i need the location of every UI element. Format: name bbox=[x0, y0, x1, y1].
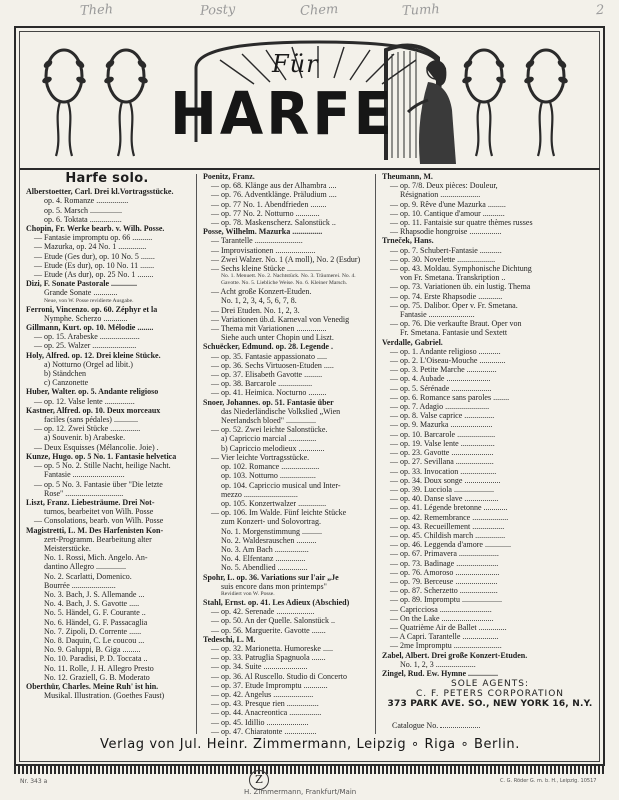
catalog-entry: — On the Lake .......................... bbox=[390, 613, 494, 623]
composer-entry: Schuëcker, Edmund. op. 28. Legende . bbox=[203, 342, 333, 352]
catalog-entry: No. 12. Graziell, G. B. Moderato bbox=[44, 672, 150, 682]
catalog-entry: — op. 3. Petite Marche ............... bbox=[390, 365, 497, 375]
catalog-entry: — op. 7. Adagio ...................... bbox=[390, 402, 490, 412]
catalog-entry: — Etude (As dur), op. 25 No. 1 ........ bbox=[34, 270, 154, 280]
catalog-column-1 bbox=[26, 172, 188, 700]
handwritten-note: Theh bbox=[79, 2, 114, 19]
composer-entry: Trneček, Hans. bbox=[382, 236, 434, 246]
catalog-entry: Rose" ............................. bbox=[44, 488, 124, 498]
catalog-entry: — op. 67. Primavera .................... bbox=[390, 549, 499, 559]
catalog-entry: — op. 32. Marionetta. Humoreske ..... bbox=[211, 643, 333, 653]
composer-entry: Holy, Alfred. op. 12. Drei kleine Stücke. bbox=[26, 350, 161, 360]
catalog-entry: — Variationen üb.d. Karneval von Venedig bbox=[211, 314, 350, 324]
catalog-entry: — op. 30. Novelette ................... bbox=[390, 254, 496, 264]
catalog-entry: No. 2. Scarlatti, Domenico. bbox=[44, 571, 132, 581]
catalog-entry: — op. 40. Danse slave ................. bbox=[390, 494, 499, 504]
composer-entry: Spohr, L. op. 36. Variations sur l'air „Je bbox=[203, 572, 339, 582]
agents-label: SOLE AGENTS: bbox=[451, 679, 529, 689]
catalog-entry: — op. 5. Sérénade .................... bbox=[390, 383, 492, 393]
catalog-entry: von Fr. Smetana. Transkription .. bbox=[400, 273, 506, 283]
catalog-entry: — Thema mit Variationen ............... bbox=[211, 324, 327, 334]
section-heading: Harfe solo. bbox=[65, 171, 149, 186]
catalog-entry: — op. 36. Al Ruscello. Studio di Concerto bbox=[211, 671, 347, 681]
catalog-entry: — op. 19. Valse lente ................. bbox=[390, 438, 495, 448]
catalog-entry: — op. 42. Remembrance .................. bbox=[390, 512, 509, 522]
catalog-entry: Fantasie ....................... bbox=[400, 310, 475, 320]
catalog-entry: — Tarantelle ........................ bbox=[211, 236, 303, 246]
catalogue-blank bbox=[440, 727, 480, 728]
composer-entry: Ferroni, Vincenzo. op. 60. Zéphyr et la bbox=[26, 304, 158, 314]
catalog-entry: — op. 43. Recueillement ................ bbox=[390, 521, 505, 531]
catalog-entry: — Etude (Es dur), op. 10 No. 11 ....... bbox=[34, 260, 155, 270]
catalogue-number bbox=[392, 721, 480, 730]
catalog-entry: — Etude (Ges dur), op. 10 No. 5 ....... bbox=[34, 251, 155, 261]
catalog-entry: faciles (sans pédales) ............ bbox=[44, 415, 138, 425]
catalog-entry: — op. 37. Elisabeth Gavotte ......... bbox=[211, 370, 323, 380]
handwritten-note: Posty bbox=[199, 2, 236, 19]
composer-entry: Kastner, Alfred. op. 10. Deux morceaux bbox=[26, 405, 161, 415]
catalog-entry: op. 6. Toktata ................ bbox=[44, 214, 122, 224]
catalog-entry: No. 11. Rolle, J. H. Allegro Presto bbox=[44, 663, 154, 673]
catalog-entry: — op. 10. Barcarole ................... bbox=[390, 429, 496, 439]
catalog-entry: — op. 5 No. 2. Stille Nacht, heilige Nacht. bbox=[34, 461, 171, 471]
catalog-entry: Nymphe. Scherzo ............ bbox=[44, 313, 128, 323]
catalog-entry: — op. 79. Berceuse ..................... bbox=[390, 576, 498, 586]
handwritten-note: 2 bbox=[595, 2, 605, 19]
catalog-entry: — op. 34. Doux songe .................. bbox=[390, 475, 501, 485]
catalog-entry: op. 102. Romance ................... bbox=[221, 462, 320, 472]
catalog-entry: — op. 76. Adventklänge. Präludium .... bbox=[211, 190, 337, 200]
catalog-entry: Grande Sonate ............ bbox=[44, 288, 118, 298]
catalog-entry: No. 8. Daquin, C. Le coucou ... bbox=[44, 635, 145, 645]
catalog-entry: No. 9. Galuppi, B. Giga ......... bbox=[44, 645, 141, 655]
publisher-line: Verlag von Jul. Heinr. Zimmermann, Leipzig ∘ Riga ∘ Berlin. bbox=[99, 737, 521, 752]
catalog-entry: — op. 76. Amoroso ...................... bbox=[390, 567, 500, 577]
catalog-entry: — op. 74. Erste Rhapsodie ............ bbox=[390, 291, 503, 301]
catalog-entry: — op. 47. Chiaratonte ................ bbox=[211, 726, 317, 736]
catalog-entry: — op. 33. Patruglia Spagnuola ....... bbox=[211, 653, 326, 663]
catalog-entry: No. 1, 2, 3, 4, 5, 6, 7, 8. bbox=[221, 296, 297, 306]
catalog-entry: No. 6. Händel, G. F. Passacaglia bbox=[44, 617, 148, 627]
composer-entry: Snoer, Johannes. op. 51. Fantasie über bbox=[203, 397, 334, 407]
catalog-entry: No. 5. Händel, G. F. Courante .. bbox=[44, 608, 146, 618]
catalog-entry: — op. 41. Heimica. Nocturno ......... bbox=[211, 388, 327, 398]
catalog-entry: — op. 87. Scherzetto ................... bbox=[390, 586, 498, 596]
composer-entry: Posse, Wilhelm. Mazurka ............... bbox=[203, 227, 323, 237]
catalog-entry: No. 4. Bach, J. S. Gavotte ..... bbox=[44, 599, 140, 609]
catalog-entry: — Drei Etuden. No. 1, 2, 3. bbox=[211, 305, 300, 315]
composer-entry: Tedeschi, L. M. bbox=[203, 634, 256, 644]
catalog-entry: No. 2. Waldesrauschen .......... bbox=[221, 535, 317, 545]
catalog-entry: — Zwei Walzer. No. 1 (A moll), No. 2 (Esdur) bbox=[211, 254, 361, 264]
catalog-entry: — A Capri. Tarantelle .................. bbox=[390, 632, 499, 642]
catalog-entry: — op. 41. Légende bretonne ............ bbox=[390, 503, 508, 513]
catalog-entry: Neerlandsch bloed" ............... bbox=[221, 416, 317, 426]
catalog-entry: — op. 2. L'Oiseau-Mouche ............. bbox=[390, 356, 506, 366]
composer-entry: Stahl, Ernst. op. 41. Les Adieux (Abschied) bbox=[203, 597, 350, 607]
catalog-entry: — op. 50. An der Quelle. Salonstück .. bbox=[211, 616, 335, 626]
catalog-entry: — op. 15. Arabeske .................... bbox=[34, 332, 140, 342]
agents-address: 373 PARK AVE. SO., NEW YORK 16, N.Y. bbox=[387, 699, 593, 709]
catalog-entry: — op. 9. Rêve d'une Mazurka ......... bbox=[390, 199, 506, 209]
catalog-entry: — op. 45. Childish march ............... bbox=[390, 530, 506, 540]
catalog-column-3 bbox=[382, 172, 598, 678]
composer-entry: Zabel, Albert. Drei große Konzert-Etuden. bbox=[382, 650, 528, 660]
catalog-entry: Neue, von W. Posse revidierte Ausgabe. bbox=[44, 297, 134, 304]
catalog-entry: — op. 76. Die verkaufte Braut. Oper von bbox=[390, 319, 522, 329]
catalog-entry: — op. 25. Walzer ...................... bbox=[34, 341, 137, 351]
catalog-entry: No. 1. Rossi, Mich. Angelo. An- bbox=[44, 553, 148, 563]
title-fuer: Für bbox=[272, 50, 319, 78]
catalog-entry: — op. 39. Lucciola .................... bbox=[390, 484, 494, 494]
catalog-entry: — op. 10. Cantique d'amour ........... bbox=[390, 208, 505, 218]
catalog-entry: a) Capriccio marcial .............. bbox=[221, 434, 317, 444]
catalog-entry: Fantasie .......................... bbox=[44, 470, 125, 480]
catalog-entry: — Mazurka, op. 24 No. 1 .............. bbox=[34, 242, 147, 252]
composer-entry: Dizi, F. Sonate Pastorale ............. bbox=[26, 279, 138, 289]
title-block bbox=[20, 32, 600, 167]
catalog-entry: Bourrée ...................... bbox=[44, 580, 116, 590]
catalog-entry: a) Souvenir. b) Arabeske. bbox=[44, 433, 126, 443]
catalog-entry: op. 5. Marsch ................ bbox=[44, 205, 122, 215]
catalog-entry: — op. 42. Serenade ................... bbox=[211, 607, 315, 617]
catalog-entry: — Sechs kleine Stücke ................. bbox=[211, 264, 321, 274]
catalog-entry: — op. 23. Gavotte ..................... bbox=[390, 448, 494, 458]
laurel-wreath-icon bbox=[520, 40, 572, 160]
composer-entry: Gillmann, Kurt. op. 10. Mélodie ........ bbox=[26, 323, 154, 333]
catalog-entry: — op. 106. Im Walde. Fünf leichte Stücke bbox=[211, 508, 347, 518]
catalog-entry: op. 4. Romanze ................ bbox=[44, 196, 129, 206]
catalog-entry: — op. 12. Valse lente ............... bbox=[34, 396, 135, 406]
composer-entry: Huber, Walter. op. 5. Andante religioso bbox=[26, 387, 159, 397]
catalog-entry: — op. 34. Suite ...................... bbox=[211, 662, 308, 672]
catalog-entry: turnos, bearbeitet von Wilh. Posse bbox=[44, 507, 154, 517]
catalog-entry: Gavotte. No. 5. Liebliche Weise. No. 6. Kleiner Marsch. bbox=[221, 280, 348, 287]
catalog-entry: — op. 75. Dalibor. Oper v. Fr. Smetana. bbox=[390, 300, 518, 310]
catalog-entry: — op. 38. Barcarole ................. bbox=[211, 379, 313, 389]
catalog-entry: zert-Programm. Bearbeitung alter bbox=[44, 534, 152, 544]
composer-entry: Oberthür, Charles. Meine Ruh' ist hin. bbox=[26, 681, 159, 691]
catalog-entry: No. 3. Am Bach ................. bbox=[221, 544, 309, 554]
bottom-border-band bbox=[14, 766, 605, 774]
catalog-entry: — op. 42. Angelus .................... bbox=[211, 689, 314, 699]
publisher-seal-icon: Z bbox=[249, 770, 269, 790]
composer-entry: Zingel, Rud. Ew. Hymne ............... bbox=[382, 668, 499, 678]
catalog-entry: suis encore dans mon printemps" bbox=[221, 581, 327, 591]
catalog-entry: Résignation .................... bbox=[400, 190, 481, 200]
catalog-entry: — op. 7. Schubert-Fantasie ........... bbox=[390, 245, 502, 255]
catalog-entry: Fr. Smetana. Fantasie und Sextett bbox=[400, 328, 508, 338]
catalog-entry: — op. 77 No. 2. Notturno ............ bbox=[211, 208, 320, 218]
composer-entry: Magistretti, L. M. Des Harfenisten Kon- bbox=[26, 525, 164, 535]
composer-entry: Poenitz, Franz. bbox=[203, 172, 255, 181]
catalog-entry: — op. 9. Mazurka ..................... bbox=[390, 420, 493, 430]
catalog-entry: c) Canzonette bbox=[44, 378, 89, 388]
catalog-entry: No. 4. Elfentanz ............... bbox=[221, 554, 306, 564]
catalog-entry: — op. 89. Impromptu .................... bbox=[390, 595, 502, 605]
catalog-entry: — op. 78. Maskenscherz. Salonstück .. bbox=[211, 218, 336, 228]
catalog-entry: — op. 77 No. 1. Abendfrieden ........ bbox=[211, 199, 327, 209]
catalog-entry: — Consolations, bearb. von Wilh. Posse bbox=[34, 516, 164, 526]
sole-agents-block bbox=[382, 679, 598, 709]
catalog-entry: — op. 6. Romance sans paroles ........ bbox=[390, 392, 510, 402]
catalog-entry: a) Notturno (Orgel ad libit.) bbox=[44, 359, 133, 369]
catalog-entry: — Fantasie impromptu op. 66 .......... bbox=[34, 233, 153, 243]
catalog-entry: op. 103. Notturno .................. bbox=[221, 471, 316, 481]
column-divider bbox=[375, 174, 376, 734]
catalog-entry: — op. 46. Leggenda d'amore ............. bbox=[390, 540, 511, 550]
catalog-entry: No. 1. Menuett. No. 2. Nachtstück. No. 3. Träumerei. No. 4. bbox=[221, 273, 356, 280]
catalog-entry: das Niederländische Volkslied „Wien bbox=[221, 406, 341, 416]
catalog-entry: Revidiert von W. Posse. bbox=[221, 590, 275, 597]
catalog-entry: — op. 73. Variationen üb. ein lustig. Thema bbox=[390, 282, 531, 292]
catalog-entry: No. 7. Zipoli, D. Corrente ...... bbox=[44, 626, 142, 636]
catalog-entry: — op. 11. Fantaisie sur quatre thèmes russes bbox=[390, 218, 533, 228]
catalog-entry: b) Ständchen bbox=[44, 369, 86, 379]
catalog-entry: — 2me Impromptu ........................ bbox=[390, 641, 502, 651]
catalog-entry: — op. 4. Aubade ...................... bbox=[390, 374, 491, 384]
catalog-entry: No. 1. Morgenstimmung .......... bbox=[221, 526, 322, 536]
catalog-entry: — op. 36. Sechs Virtuosen-Etuden ..... bbox=[211, 360, 334, 370]
catalog-entry: No. 10. Paradisi, P. D. Toccata .. bbox=[44, 654, 148, 664]
composer-entry: Verdalle, Gabriel. bbox=[382, 337, 443, 347]
stamp-text: H. Zimmermann, Frankfurt/Main bbox=[244, 788, 357, 796]
catalog-entry: b) Capriccio melodieux ............. bbox=[221, 443, 325, 453]
printer-note: C. G. Röder G. m. b. H., Leipzig. 10517 bbox=[500, 778, 597, 784]
composer-entry: Liszt, Franz. Liebesträume. Drei Not- bbox=[26, 497, 155, 507]
catalog-entry: No. 1, 2, 3 .................... bbox=[400, 659, 476, 669]
catalog-entry: op. 104. Capriccio musical und Inter- bbox=[221, 480, 341, 490]
laurel-wreath-icon bbox=[458, 40, 510, 160]
laurel-wreath-icon bbox=[38, 40, 90, 160]
catalog-entry: — op. 27. Sevillana ................... bbox=[390, 457, 494, 467]
catalog-entry: No. 5. Abendlied ............... bbox=[221, 563, 308, 573]
catalog-entry: — op. 43. Presque rien ................ bbox=[211, 699, 319, 709]
catalog-entry: — Acht große Konzert-Etuden. bbox=[211, 287, 312, 297]
catalog-entry: — Quatrième Air de Ballet .............. bbox=[390, 622, 507, 632]
catalog-entry: — op. 12. Zwei Stücke ............... bbox=[34, 424, 141, 434]
catalogue-label: Catalogue No. bbox=[392, 721, 439, 730]
catalog-entry: — op. 5 No. 3. Fantasie über "Die letzte bbox=[34, 479, 163, 489]
catalog-entry: — op. 56. Marguerite. Gavotte ....... bbox=[211, 625, 326, 635]
catalog-entry: dantino Allegro ............... bbox=[44, 562, 126, 572]
title-instrument: HARFE bbox=[170, 80, 395, 149]
agents-company: C. F. PETERS CORPORATION bbox=[415, 689, 565, 699]
column-divider bbox=[196, 174, 197, 734]
catalog-entry: — Capricciosa .......................... bbox=[390, 604, 492, 614]
catalog-entry: — op. 43. Moldau. Symphonische Dichtung bbox=[390, 264, 532, 274]
composer-entry: Alberstoetter, Carl. Drei kl.Vortragsstücke. bbox=[26, 187, 174, 197]
catalog-entry: op. 105. Konzertwalzer .............. bbox=[221, 498, 327, 508]
catalog-entry: — op. 8. Valse caprice ............... bbox=[390, 411, 495, 421]
handwritten-note: Tumh bbox=[401, 2, 441, 19]
catalog-entry: Meisterstücke. bbox=[44, 543, 91, 553]
catalog-entry: — op. 7/8. Deux pièces: Douleur, bbox=[390, 181, 498, 191]
handwritten-note: Chem bbox=[299, 2, 339, 19]
catalog-entry: — op. 52. Zwei leichte Salonstücke. bbox=[211, 425, 328, 435]
catalog-entry: Musikal. Illustration. (Goethes Faust) bbox=[44, 691, 165, 701]
catalog-entry: — Rhapsodie hongroise ................ bbox=[390, 227, 502, 237]
catalog-entry: — Vier leichte Vortragsstücke. bbox=[211, 452, 310, 462]
catalog-entry: mezzo ........................... bbox=[221, 489, 298, 499]
catalog-entry: No. 3. Bach, J. S. Allemande ... bbox=[44, 589, 145, 599]
catalog-entry: — op. 73. Badinage ..................... bbox=[390, 558, 499, 568]
catalog-entry: — op. 68. Klänge aus der Alhambra .... bbox=[211, 181, 337, 191]
catalog-entry: — op. 45. Idillio ..................... bbox=[211, 717, 309, 727]
laurel-wreath-icon bbox=[100, 40, 152, 160]
catalog-entry: — op. 33. Invocation .................. bbox=[390, 466, 497, 476]
catalog-entry: — Deux Esquisses (Mélancolie. Joie) . bbox=[34, 442, 159, 452]
plate-number: Nr. 343 a bbox=[20, 778, 48, 785]
catalog-entry: Siehe auch unter Chopin und Liszt. bbox=[221, 333, 334, 343]
composer-entry: Kunze, Hugo. op. 5 No. 1. Fantasie helvetica bbox=[26, 451, 177, 461]
catalog-entry: zum Konzert- und Solovortrag. bbox=[221, 517, 321, 527]
title-divider bbox=[20, 168, 600, 170]
catalog-entry: — op. 1. Andante religioso ........... bbox=[390, 346, 501, 356]
catalog-entry: — Improvisationen .................... bbox=[211, 245, 316, 255]
composer-entry: Chopin, Fr. Werke bearb. v. Wilh. Posse. bbox=[26, 224, 165, 234]
catalog-entry: — op. 37. Etude Impromptu ............ bbox=[211, 680, 328, 690]
catalog-entry: — op. 44. Anacreontica ................ bbox=[211, 708, 322, 718]
composer-entry: Theumann, M. bbox=[382, 172, 433, 181]
catalog-column-2 bbox=[203, 172, 369, 736]
catalog-entry: — op. 35. Fantasie appassionato ..... bbox=[211, 351, 327, 361]
